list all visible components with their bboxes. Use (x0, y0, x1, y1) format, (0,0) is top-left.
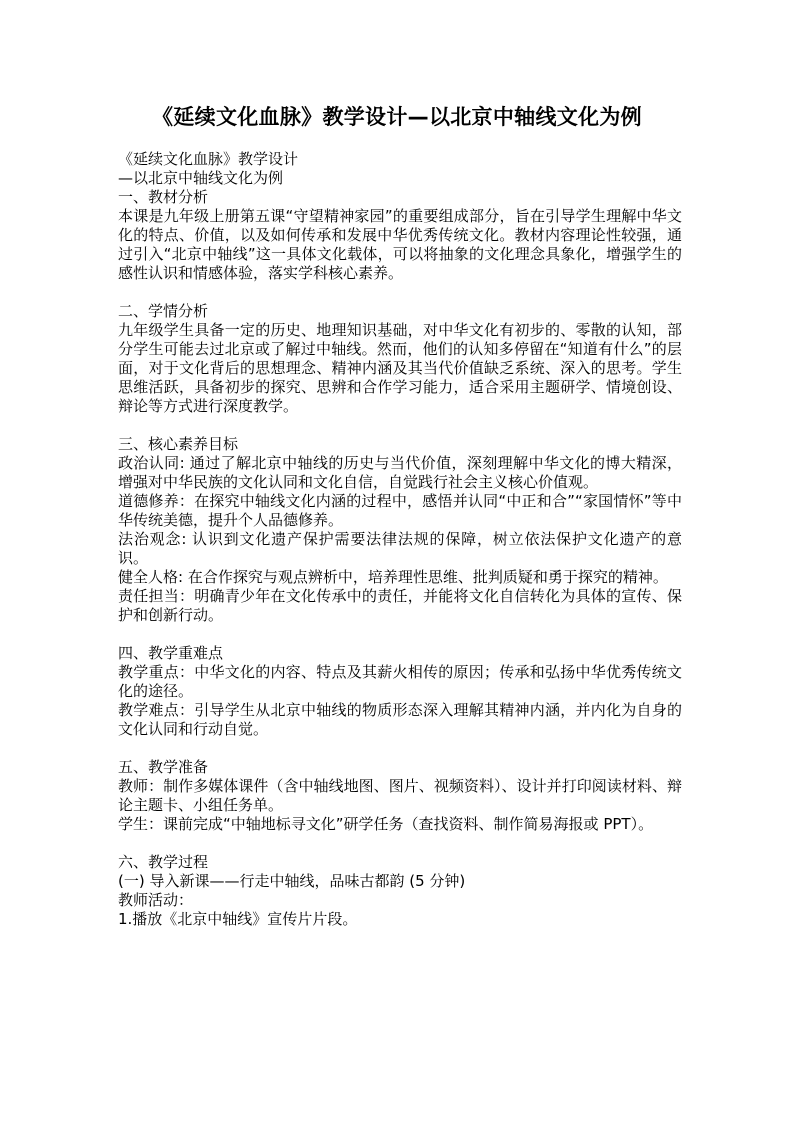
goal-rule-of-law: 法治观念: 认识到文化遗产保护需要法律法规的保障，树立依法保护文化遗产的意识。 (118, 530, 682, 567)
goal-responsibility: 责任担当：明确青少年在文化传承中的责任，并能将文化自信转化为具体的宣传、保护和创新行动。 (118, 587, 682, 624)
section-heading-preparation: 五、教学准备 (118, 758, 209, 776)
teacher-activity-label: 教师活动： (118, 891, 194, 909)
teacher-preparation: 教师：制作多媒体课件（含中轴线地图、图片、视频资料）、设计并打印阅读材料、辩论主题卡、小组任务单。 (118, 777, 682, 814)
goal-sound-personality: 健全人格: 在合作探究与观点辨析中，培养理性思维、批判质疑和勇于探究的精神。 (118, 568, 668, 586)
section-heading-process: 六、教学过程 (118, 853, 209, 871)
blank-line (118, 283, 682, 302)
subtitle-line-1: 《延续文化血脉》教学设计 (118, 150, 299, 168)
paragraph-materials: 本课是九年级上册第五课“守望精神家园”的重要组成部分，旨在引导学生理解中华文化的特点、价值，以及如何传承和发展中华优秀传统文化。教材内容理论性较强，通过引入“北京中轴线”这一具体文化载体，可以将抽象的文化理念具象化，增强学生的感性认识和情感体验，落实学科核心素养。 (118, 207, 682, 282)
section-heading-materials: 一、教材分析 (118, 188, 209, 206)
blank-line (118, 625, 682, 644)
section-heading-key-points: 四、教学重难点 (118, 644, 224, 662)
blank-line (118, 739, 682, 758)
teaching-focus: 教学重点：中华文化的内容、特点及其薪火相传的原因；传承和弘扬中华优秀传统文化的途径。 (118, 663, 682, 700)
subtitle-line-2: —以北京中轴线文化为例 (118, 169, 284, 187)
section-heading-students: 二、学情分析 (118, 302, 209, 320)
goal-moral-cultivation: 道德修养：在探究中轴线文化内涵的过程中，感悟并认同“中正和合”“家国情怀”等中华传统美德，提升个人品德修养。 (118, 492, 682, 529)
document-body (118, 150, 682, 929)
process-step-1: 1.播放《北京中轴线》宣传片片段。 (118, 910, 358, 928)
section-heading-goals: 三、核心素养目标 (118, 435, 239, 453)
student-preparation: 学生：课前完成“中轴地标寻文化”研学任务（查找资料、制作简易海报或 PPT）。 (118, 815, 654, 833)
paragraph-students: 九年级学生具备一定的历史、地理知识基础，对中华文化有初步的、零散的认知，部分学生可能去过北京或了解过中轴线。然而，他们的认知多停留在“知道有什么”的层面，对于文化背后的思想理念、精神内涵及其当代价值缺乏系统、深入的思考。学生思维活跃，具备初步的探究、思辨和合作学习能力，适合采用主题研学、情境创设、辩论等方式进行深度教学。 (118, 321, 682, 415)
blank-line (118, 416, 682, 435)
teaching-difficulty: 教学难点：引导学生从北京中轴线的物质形态深入理解其精神内涵，并内化为自身的文化认同和行动自觉。 (118, 701, 682, 738)
goal-political-identity: 政治认同: 通过了解北京中轴线的历史与当代价值，深刻理解中华文化的博大精深，增强对中华民族的文化认同和文化自信，自觉践行社会主义核心价值观。 (118, 454, 682, 491)
document-title: 《延续文化血脉》教学设计—以北京中轴线文化为例 (152, 105, 642, 129)
process-subheading-intro: (一) 导入新课——行走中轴线，品味古都韵 (5 分钟) (118, 872, 466, 890)
blank-line (118, 834, 682, 853)
